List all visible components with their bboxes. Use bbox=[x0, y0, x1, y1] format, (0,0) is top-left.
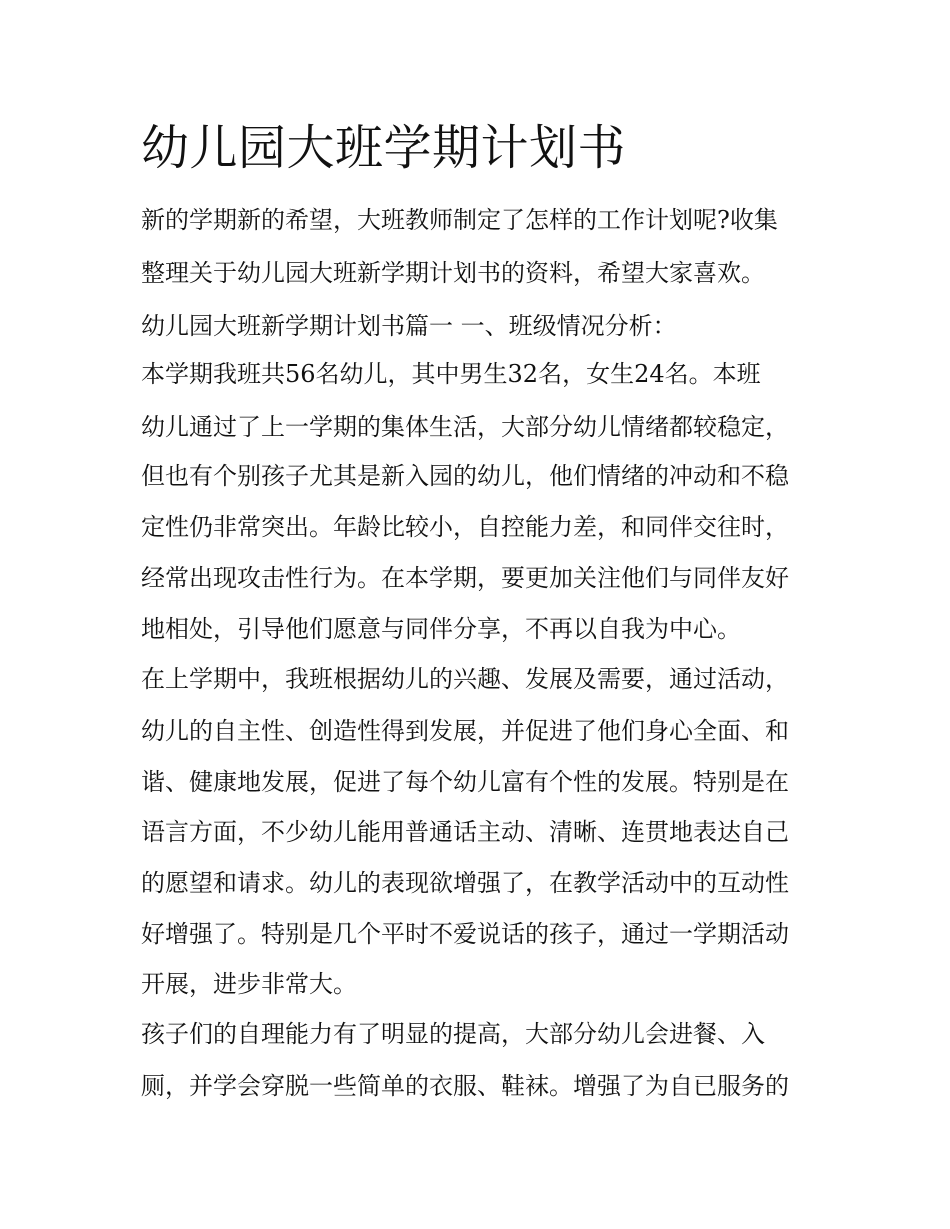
text-line: 的愿望和请求。幼儿的表现欲增强了，在教学活动中的互动性 bbox=[141, 869, 789, 897]
text-line: 本学期我班共56名幼儿，其中男生32名，女生24名。本班 bbox=[141, 360, 761, 388]
text-line: 孩子们的自理能力有了明显的提高，大部分幼儿会进餐、入 bbox=[141, 1020, 765, 1048]
text-line: 但也有个别孩子尤其是新入园的幼儿，他们情绪的冲动和不稳 bbox=[141, 462, 789, 490]
text-line: 幼儿通过了上一学期的集体生活，大部分幼儿情绪都较稳定， bbox=[141, 413, 789, 441]
text-line: 谐、健康地发展，促进了每个幼儿富有个性的发展。特别是在 bbox=[141, 768, 789, 796]
text-line: 地相处，引导他们愿意与同伴分享，不再以自我为中心。 bbox=[141, 615, 741, 643]
text-line: 定性仍非常突出。年龄比较小，自控能力差，和同伴交往时， bbox=[141, 513, 789, 541]
text-line: 厕，并学会穿脱一些简单的衣服、鞋袜。增强了为自已服务的 bbox=[141, 1072, 789, 1100]
text-line: 新的学期新的希望，大班教师制定了怎样的工作计划呢?收集 bbox=[141, 206, 778, 234]
text-line: 经常出现攻击性行为。在本学期，要更加关注他们与同伴友好 bbox=[141, 564, 789, 592]
text-line: 语言方面，不少幼儿能用普通话主动、清晰、连贯地表达自己 bbox=[141, 818, 789, 846]
text-line: 在上学期中，我班根据幼儿的兴趣、发展及需要，通过活动， bbox=[141, 665, 789, 693]
text-line: 幼儿园大班新学期计划书篇一 一、班级情况分析： bbox=[141, 312, 677, 340]
document-title: 幼儿园大班学期计划书 bbox=[141, 120, 627, 176]
text-line: 开展，进步非常大。 bbox=[141, 970, 357, 998]
text-line: 好增强了。特别是几个平时不爱说话的孩子，通过一学期活动 bbox=[141, 920, 789, 948]
text-line: 整理关于幼儿园大班新学期计划书的资料，希望大家喜欢。 bbox=[141, 259, 765, 287]
text-line: 幼儿的自主性、创造性得到发展，并促进了他们身心全面、和 bbox=[141, 717, 789, 745]
